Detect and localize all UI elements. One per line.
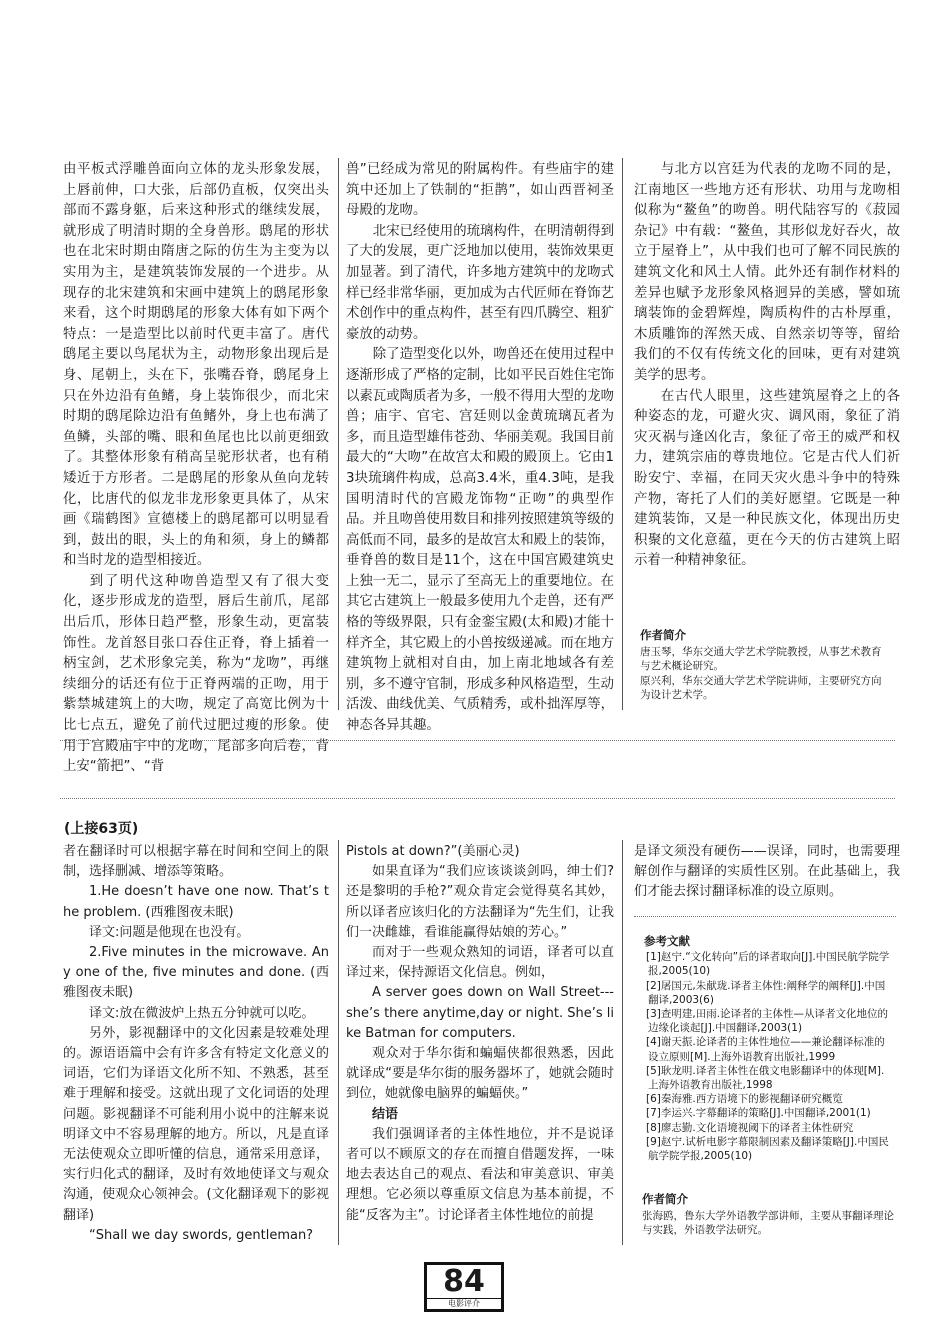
paragraph: 观众对于华尔街和蝙蝠侠都很熟悉，因此就译成“要是华尔街的服务器坏了，她就会随时到位，她就像电脑界的蝙蝠侠。” xyxy=(346,1046,614,1102)
paragraph: 由平板式浮雕兽面向立体的龙头形象发展，上唇前伸，口大张，后部仍直板，仅突出头部而不露身躯，后来这种形式的继续发展，就形成了明清时期的全身兽形。鸱尾的形状也在北宋时期由隋唐之际的仿生为主变为以实用为主，是建筑装饰发展的一个进步。从现存的北宋建筑和宋画中建筑上的鸱尾形象来看，这个时期鸱尾的形象大体有如下两个特点：一是造型比以前时代更丰富了。唐代鸱尾主要以鸟尾状为主，动物形象出现后是身、尾朝上，头在下，张嘴吞脊，鸱尾身上只在外边沿有鱼鳍，身上装饰很少，而北宋时期的鸱尾除边沿有鱼鳍外，身上也布满了鱼鳞，头部的嘴、眼和鱼尾也比以前更细致了。其整体形象有稍高呈驼形状者，也有稍矮近于方形者。二是鸱尾的形象从鱼向龙转化，比唐代的似龙非龙形象更具体了，从宋画《瑞鹤图》宣德楼上的鸱尾都可以明显看到，鼓出的眼，头上的角和须，身上的鳞都和当时龙的造型相接近。 xyxy=(63,162,329,569)
bio-title: 作者简介 xyxy=(640,628,686,642)
reference-item: [4]谢天振.论译者的主体性地位——兼论翻译标准的设立原则[M].上海外语教育出版社,1999 xyxy=(646,1036,885,1063)
references-title: 参考文献 xyxy=(644,934,690,948)
paragraph: 2.Five minutes in the microwave. Any one of the, five minutes and done. (西雅图夜未眠) xyxy=(63,945,329,1001)
paragraph: “Shall we day swords, gentleman? xyxy=(89,1227,314,1243)
reference-item: [7]李运兴.字幕翻译的策略[J].中国翻译,2001(1) xyxy=(646,1107,871,1120)
bottom-column-1 xyxy=(63,842,329,1246)
column-divider xyxy=(622,840,623,1245)
reference-item: [9]赵宁.试析电影字幕限制因素及翻译策略[J].中国民航学院学报,2005(10) xyxy=(646,1135,889,1163)
paragraph: 在古代人眼里，这些建筑屋脊之上的各种姿态的龙，可避火灾、调风雨，象征了消灾灭祸与逢凶化吉，象征了帝王的威严和权力，建筑宗庙的尊贵地位。它是古代人们祈盼安宁、幸福，在同天灾火患斗争中的特殊产物，寄托了人们的美好愿望。它既是一种建筑装饰，又是一种民族文化，体现出历史积聚的文化意蕴，更在今天的仿古建筑上昭示着一种精神象征。 xyxy=(634,388,900,569)
reference-item: [3]查明建,田雨.论译者的主体性—从译者文化地位的边缘化谈起[J].中国翻译,2003(1) xyxy=(646,1008,889,1035)
bio-line: 唐玉琴，华东交通大学艺术学院教授，从事艺术教育与艺术概论研究。 xyxy=(640,645,882,672)
top-column-2 xyxy=(346,160,614,737)
top-author-bio xyxy=(640,628,890,703)
continued-from-label: (上接63页) xyxy=(64,821,139,837)
paragraph: 与北方以宫廷为代表的龙吻不同的是，江南地区一些地方还有形状、功用与龙吻相似称为“鳌鱼”的吻兽。明代陆容写的《菽园杂记》中有载：“鳌鱼，其形似龙好吞火，故立于屋脊上”，从中我们也可了解不同民族的建筑文化和风土人情。此外还有制作材料的差异也赋予龙形象风格迥异的美感，譬如琉璃装饰的金碧辉煌，陶质构件的古朴厚重，木质雕饰的浑然天成、自然亲切等等，留给我们的不仅有传统文化的回味，更有对建筑美学的思考。 xyxy=(634,162,900,383)
bottom-author-bio xyxy=(642,1192,896,1238)
paragraph: Pistols at down?”(美丽心灵) xyxy=(346,844,520,859)
refs-divider xyxy=(634,916,896,917)
bio-line: 原兴利，华东交通大学艺术学院讲师，主要研究方向为设计艺术学。 xyxy=(640,674,882,701)
reference-item: [8]廖志勤.文化语境视阈下的译者主体性研究 xyxy=(646,1121,854,1134)
reference-item: [6]秦海雅.西方语境下的影视翻译研究概览 xyxy=(646,1093,843,1106)
paragraph: 是译文须没有硬伤——误译，同时，也需要理解创作与翻译的实质性区别。在此基础上，我们才能去探讨翻译标准的设立原则。 xyxy=(634,844,900,900)
top-column-1 xyxy=(63,160,329,778)
section-divider xyxy=(60,740,895,741)
paragraph: 1.He doesn’t have one now. That’s the problem. (西雅图夜未眠) xyxy=(63,884,329,920)
column-divider xyxy=(338,840,339,1245)
bio-title: 作者简介 xyxy=(642,1192,688,1206)
bio-line: 张海鸥，鲁东大学外语教学部讲师，主要从事翻译理论与实践，外语教学法研究。 xyxy=(642,1209,894,1236)
paragraph: 兽”已经成为常见的附属构件。有些庙宇的建筑中还加上了铁制的“拒鹊”，如山西晋祠圣母殿的龙吻。 xyxy=(346,162,614,219)
reference-item: [5]耿龙明.译者主体性在俄文电影翻译中的体现[M].上海外语教育出版社,1998 xyxy=(646,1064,885,1092)
references xyxy=(636,934,894,1163)
paragraph: 北宋已经使用的琉璃构件，在明清朝得到了大的发展，更广泛地加以使用，装饰效果更加显著。到了清代，许多地方建筑中的龙吻式样已经非常华丽，更加成为古代匠师在脊饰艺术创作中的重点构件，甚至有四爪腾空、粗犷豪放的动势。 xyxy=(346,223,614,342)
page-number-box xyxy=(424,1262,504,1312)
page-number: 84 xyxy=(443,1264,485,1299)
paragraph: 译文:问题是他现在也没有。 xyxy=(89,924,250,940)
column-divider xyxy=(338,158,339,710)
paragraph: 除了造型变化以外，吻兽还在使用过程中逐渐形成了严格的定制，比如平民百姓住宅饰以素瓦或陶质者为多，一般不得用大型的龙吻兽；庙宇、官宅、宫廷则以金黄琉璃瓦者为多，而且造型雄伟苍劲、华丽美观。我国目前最大的“大吻”在故宫太和殿的殿顶上。它由13块琉璃件构成，总高3.4米，重4.3吨，是我国明清时代的宫殿龙饰物“正吻”的典型作品。并且吻兽使用数目和排列按照建筑等级的高低而不同，最多的是故宫太和殿上的装饰，垂脊兽的数目是11个，这在中国宫殿建筑史上独一无二，显示了至高无上的重要地位。在其它古建筑上一般最多使用九个走兽，还有严格的等级界限，只有金銮宝殿(太和殿)才能十样齐全，其它殿上的小兽按级递减。而在地方建筑物上就相对自由，加上南北地域各有差别，多不遵守官制，形成多种风格造型，生动活泼、曲线优美、气质精秀，或朴拙浑厚等，神态各异其趣。 xyxy=(346,347,614,734)
section-heading: 结语 xyxy=(372,1106,399,1122)
top-column-3 xyxy=(634,160,900,572)
paragraph: A server goes down on Wall Street---she’s there anytime,day or night. She’s like Batman for computers. xyxy=(346,985,614,1041)
page-label: 电影评介 xyxy=(427,1298,501,1309)
paragraph: 者在翻译时可以根据字幕在时间和空间上的限制，选择删减、增添等策略。 xyxy=(63,844,329,880)
paragraph: 到了明代这种吻兽造型又有了很大变化，逐步形成龙的造型，唇后生前爪，尾部出后爪，形体日趋严整，形象生动，更富装饰性。龙首怒目张口吞住正脊，脊上插着一柄宝剑，艺术形象完美，称为“龙吻”，再继续细分的话还有位于正脊两端的正吻，用于紫禁城建筑上的大吻，规定了高宽比例为十比七点五，避免了前代过肥过瘦的形象。使用于宫殿庙宇中的龙吻，尾部多向后卷，背上安“箭把”、“背 xyxy=(63,573,329,775)
column-divider xyxy=(622,158,623,710)
paragraph: 另外，影视翻译中的文化因素是较难处理的。源语语篇中会有许多含有特定文化意义的词语，它们为译语文化所不知、不熟悉，甚至难于理解和接受。这就出现了文化词语的处理问题。影视翻译不可能利用小说中的注解来说明译文中不容易理解的地方。所以，凡是直译无法使观众立即听懂的信息，通常采用意译，实行归化式的翻译，及时有效地使译文与观众沟通，使观众心领神会。(文化翻译观下的影视翻译) xyxy=(63,1025,329,1223)
reference-item: [1]赵宁.“文化转向”后的译者取向[J].中国民航学院学报,2005(10) xyxy=(646,951,890,978)
paragraph: 如果直译为“我们应该谈谈剑吗，绅士们?还是黎明的手枪?”观众肯定会觉得莫名其妙，所以译者应该归化的方法翻译为“先生们，让我们一决雌雄，看谁能赢得姑娘的芳心。” xyxy=(346,864,614,940)
section-divider xyxy=(60,798,895,799)
paragraph: 我们强调译者的主体性地位，并不是说译者可以不顾原文的存在而擅自借题发挥，一味地去表达自己的观点、看法和审美意识、审美理想。它必须以尊重原文信息为基本前提，不能“反客为主”。讨论译者主体性地位的前提 xyxy=(346,1126,614,1223)
paragraph: 译文:放在微波炉上热五分钟就可以吃。 xyxy=(89,1005,315,1021)
bottom-column-2 xyxy=(346,842,614,1226)
paragraph: 而对于一些观众熟知的词语，译者可以直译过来，保持源语文化信息。例如， xyxy=(346,945,614,981)
bottom-column-3 xyxy=(634,842,900,903)
reference-item: [2]屠国元,朱献珑.译者主体性:阐释学的阐释[J].中国翻译,2003(6) xyxy=(646,979,886,1006)
